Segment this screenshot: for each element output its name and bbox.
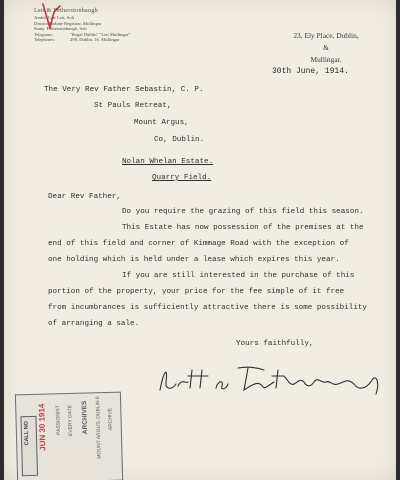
- body-line: of arranging a sale.: [48, 320, 140, 328]
- stamp-call-no: CALL NO: [23, 421, 31, 446]
- handwritten-signature: [154, 360, 394, 400]
- letterhead-firm-block: [34, 8, 174, 43]
- address-ampersand: &: [323, 43, 329, 52]
- recipient-address-line: St Pauls Retreat,: [94, 102, 172, 110]
- body-line: This Estate has now possession of the premises at the: [122, 224, 364, 232]
- stamp-call-box: [20, 416, 38, 476]
- recipient-address-line: Mount Argus,: [134, 119, 189, 127]
- telephones-label: Telephones:: [34, 37, 55, 43]
- subject-field: Quarry Field.: [152, 174, 212, 182]
- closing: Yours faithfully,: [236, 340, 314, 348]
- stamp-text-line: MOUNT ARGUS, DUBLIN 6: [94, 396, 103, 459]
- body-line: If you are still interested in the purchase of this: [122, 272, 355, 280]
- telephones-row: [34, 37, 174, 43]
- body-line: portion of the property, your price for the fee simple of it free: [48, 288, 345, 296]
- partner-line: Ambd. Carr Lett, Solr: [34, 15, 75, 20]
- stamp-text-line: ARCHIVE: [107, 407, 114, 431]
- letter-page: [4, 0, 396, 480]
- stamp-date: JUN 30 1914: [37, 403, 48, 451]
- stamp-text-line: PASSIONIST: [55, 405, 62, 435]
- salutation: Dear Rev Father,: [48, 193, 121, 201]
- stamp-text-line: EVERY DATE: [67, 404, 74, 437]
- recipient-address-line: Co, Dublin.: [154, 136, 205, 144]
- recipient-name: The Very Rev Father Sebastin, C. P.: [44, 86, 204, 94]
- stamp-text-line: ARCHIVES: [81, 400, 89, 435]
- body-line: end of this field and corner of Kimmage Road with the exception of: [48, 240, 349, 248]
- body-line: one holding which is held under a lease which expires this year.: [48, 256, 340, 264]
- body-line: from incumbrances is sufficiently attractive there is some possibility: [48, 304, 367, 312]
- archive-stamp: [15, 392, 121, 480]
- partner-line: District Probate Registrar, Mullingar: [34, 20, 102, 26]
- partner-line: Stany. Fetherstonhaugh, Solr: [34, 26, 88, 32]
- address-line: 23, Ely Place, Dublin,: [293, 31, 359, 40]
- telegrams-label: Telegrams:: [34, 31, 54, 37]
- letterhead-address: [266, 30, 386, 66]
- telegrams-value: "Regal Dublin" "Lett Mullingar": [70, 31, 131, 37]
- letter-date: 30th June, 1914.: [272, 67, 349, 76]
- address-line: Mullingar.: [310, 55, 342, 64]
- telephones-value: 298. Dublin. 16. Mullingar: [70, 37, 120, 43]
- subject-estate: Nolan Whelan Estate.: [122, 158, 214, 166]
- body-line: Do you require the grazing of this field this season.: [122, 208, 364, 216]
- firm-name: Lett & Fetherstonhaugh: [34, 8, 98, 14]
